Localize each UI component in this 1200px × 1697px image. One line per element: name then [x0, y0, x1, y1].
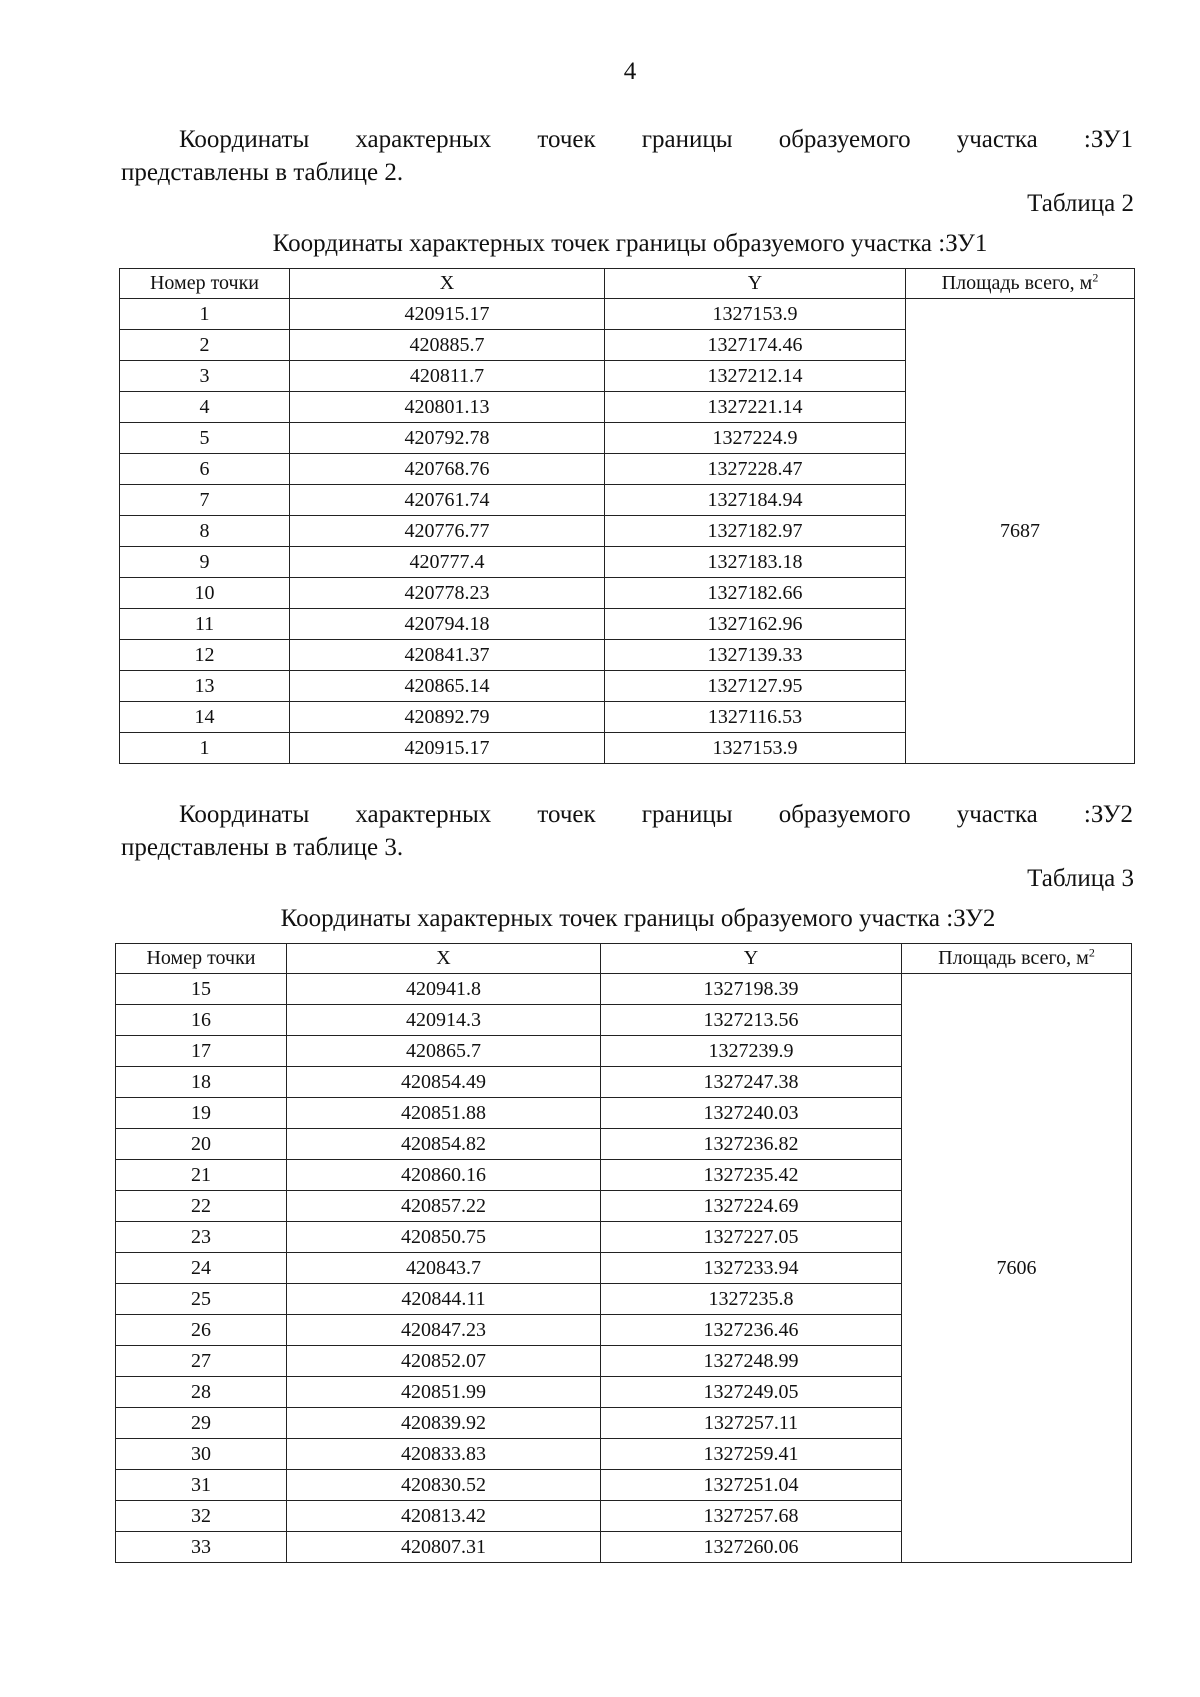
cell-point-number: 6: [120, 454, 290, 485]
cell-x: 420844.11: [287, 1284, 601, 1315]
para-word: :ЗУ1: [1083, 126, 1133, 153]
header-y: Y: [601, 944, 902, 974]
cell-x: 420854.82: [287, 1129, 601, 1160]
cell-y: 1327224.9: [605, 423, 906, 454]
cell-x: 420761.74: [290, 485, 605, 516]
cell-x: 420865.7: [287, 1036, 601, 1067]
cell-y: 1327127.95: [605, 671, 906, 702]
cell-x: 420865.14: [290, 671, 605, 702]
cell-x: 420914.3: [287, 1005, 601, 1036]
cell-y: 1327224.69: [601, 1191, 902, 1222]
cell-point-number: 24: [116, 1253, 287, 1284]
section2-para-line2: представлены в таблице 3.: [121, 834, 404, 861]
cell-point-number: 13: [120, 671, 290, 702]
cell-point-number: 1: [120, 299, 290, 330]
para-word: характерных: [355, 126, 492, 153]
para-word: :ЗУ2: [1083, 801, 1133, 828]
cell-x: 420778.23: [290, 578, 605, 609]
para-word: Координаты: [179, 126, 310, 153]
cell-x: 420941.8: [287, 974, 601, 1005]
cell-y: 1327240.03: [601, 1098, 902, 1129]
page-number: 4: [623, 58, 637, 85]
cell-x: 420801.13: [290, 392, 605, 423]
cell-x: 420854.49: [287, 1067, 601, 1098]
cell-y: 1327260.06: [601, 1532, 902, 1563]
cell-x: 420851.88: [287, 1098, 601, 1129]
cell-point-number: 33: [116, 1532, 287, 1563]
cell-point-number: 22: [116, 1191, 287, 1222]
cell-point-number: 29: [116, 1408, 287, 1439]
cell-y: 1327174.46: [605, 330, 906, 361]
cell-point-number: 4: [120, 392, 290, 423]
para-word: участка: [956, 126, 1038, 153]
cell-y: 1327139.33: [605, 640, 906, 671]
para-word: образуемого: [778, 126, 911, 153]
section1-para-line2: представлены в таблице 2.: [121, 159, 404, 186]
section1-para-line1: [121, 123, 1133, 156]
cell-point-number: 21: [116, 1160, 287, 1191]
cell-point-number: 18: [116, 1067, 287, 1098]
header-total-area: [902, 944, 1132, 974]
cell-point-number: 28: [116, 1377, 287, 1408]
cell-y: 1327236.46: [601, 1315, 902, 1346]
cell-y: 1327221.14: [605, 392, 906, 423]
cell-x: 420811.7: [290, 361, 605, 392]
cell-x: 420847.23: [287, 1315, 601, 1346]
cell-y: 1327247.38: [601, 1067, 902, 1098]
cell-x: 420850.75: [287, 1222, 601, 1253]
cell-y: 1327183.18: [605, 547, 906, 578]
cell-y: 1327259.41: [601, 1439, 902, 1470]
para-word: границы: [641, 126, 733, 153]
cell-x: 420839.92: [287, 1408, 601, 1439]
cell-y: 1327116.53: [605, 702, 906, 733]
cell-point-number: 31: [116, 1470, 287, 1501]
cell-x: 420776.77: [290, 516, 605, 547]
cell-y: 1327257.11: [601, 1408, 902, 1439]
header-area-sup: 2: [1088, 945, 1095, 960]
cell-x: 420852.07: [287, 1346, 601, 1377]
header-x: X: [287, 944, 601, 974]
section1-paragraph: [121, 123, 1133, 189]
header-point-number: Номер точки: [120, 269, 290, 299]
table-3-label: Таблица 3: [1027, 865, 1134, 892]
cell-total-area: 7687: [906, 299, 1135, 764]
cell-point-number: 30: [116, 1439, 287, 1470]
cell-point-number: 15: [116, 974, 287, 1005]
header-x: X: [290, 269, 605, 299]
cell-x: 420807.31: [287, 1532, 601, 1563]
cell-point-number: 2: [120, 330, 290, 361]
cell-point-number: 8: [120, 516, 290, 547]
cell-point-number: 14: [120, 702, 290, 733]
para-word: границы: [641, 801, 733, 828]
header-y: Y: [605, 269, 906, 299]
table-3-caption: Координаты характерных точек границы образуемого участка :ЗУ2: [280, 905, 996, 932]
cell-total-area: 7606: [902, 974, 1132, 1563]
coordinates-table-zu2: [115, 943, 1132, 1563]
cell-point-number: 5: [120, 423, 290, 454]
section2-paragraph: [121, 798, 1133, 864]
cell-x: 420885.7: [290, 330, 605, 361]
cell-y: 1327235.8: [601, 1284, 902, 1315]
table-row: [120, 299, 1135, 330]
cell-y: 1327249.05: [601, 1377, 902, 1408]
cell-point-number: 11: [120, 609, 290, 640]
cell-y: 1327153.9: [605, 733, 906, 764]
cell-point-number: 1: [120, 733, 290, 764]
cell-y: 1327182.66: [605, 578, 906, 609]
cell-point-number: 23: [116, 1222, 287, 1253]
cell-x: 420830.52: [287, 1470, 601, 1501]
cell-x: 420813.42: [287, 1501, 601, 1532]
cell-y: 1327257.68: [601, 1501, 902, 1532]
cell-x: 420833.83: [287, 1439, 601, 1470]
para-word: точек: [537, 126, 596, 153]
cell-point-number: 17: [116, 1036, 287, 1067]
cell-y: 1327213.56: [601, 1005, 902, 1036]
table-header-row: [120, 269, 1135, 299]
cell-y: 1327227.05: [601, 1222, 902, 1253]
table-2-caption: Координаты характерных точек границы образуемого участка :ЗУ1: [272, 230, 988, 257]
para-word: образуемого: [778, 801, 911, 828]
cell-point-number: 26: [116, 1315, 287, 1346]
cell-y: 1327235.42: [601, 1160, 902, 1191]
cell-point-number: 3: [120, 361, 290, 392]
cell-x: 420915.17: [290, 299, 605, 330]
cell-x: 420768.76: [290, 454, 605, 485]
cell-x: 420857.22: [287, 1191, 601, 1222]
para-word: точек: [537, 801, 596, 828]
cell-point-number: 25: [116, 1284, 287, 1315]
cell-point-number: 20: [116, 1129, 287, 1160]
cell-point-number: 27: [116, 1346, 287, 1377]
cell-point-number: 16: [116, 1005, 287, 1036]
cell-y: 1327153.9: [605, 299, 906, 330]
cell-y: 1327228.47: [605, 454, 906, 485]
table-row: [116, 974, 1132, 1005]
cell-point-number: 32: [116, 1501, 287, 1532]
cell-x: 420777.4: [290, 547, 605, 578]
cell-y: 1327251.04: [601, 1470, 902, 1501]
cell-x: 420915.17: [290, 733, 605, 764]
cell-point-number: 12: [120, 640, 290, 671]
cell-y: 1327198.39: [601, 974, 902, 1005]
cell-x: 420792.78: [290, 423, 605, 454]
para-word: Координаты: [179, 801, 310, 828]
cell-y: 1327212.14: [605, 361, 906, 392]
table-2-label: Таблица 2: [1027, 190, 1134, 217]
coordinates-table-zu1: [119, 268, 1135, 764]
header-area-text: Площадь всего, м: [941, 272, 1093, 294]
header-area-sup: 2: [1092, 270, 1099, 285]
cell-x: 420843.7: [287, 1253, 601, 1284]
cell-y: 1327184.94: [605, 485, 906, 516]
cell-y: 1327236.82: [601, 1129, 902, 1160]
para-word: участка: [956, 801, 1038, 828]
header-total-area: [906, 269, 1135, 299]
cell-point-number: 19: [116, 1098, 287, 1129]
section2-para-line1: [121, 798, 1133, 831]
cell-x: 420794.18: [290, 609, 605, 640]
cell-point-number: 9: [120, 547, 290, 578]
cell-y: 1327248.99: [601, 1346, 902, 1377]
table-header-row: [116, 944, 1132, 974]
cell-x: 420841.37: [290, 640, 605, 671]
cell-y: 1327182.97: [605, 516, 906, 547]
para-word: характерных: [355, 801, 492, 828]
cell-y: 1327239.9: [601, 1036, 902, 1067]
cell-point-number: 10: [120, 578, 290, 609]
header-point-number: Номер точки: [116, 944, 287, 974]
header-area-text: Площадь всего, м: [938, 947, 1089, 969]
cell-y: 1327233.94: [601, 1253, 902, 1284]
cell-x: 420892.79: [290, 702, 605, 733]
cell-point-number: 7: [120, 485, 290, 516]
cell-y: 1327162.96: [605, 609, 906, 640]
cell-x: 420851.99: [287, 1377, 601, 1408]
cell-x: 420860.16: [287, 1160, 601, 1191]
